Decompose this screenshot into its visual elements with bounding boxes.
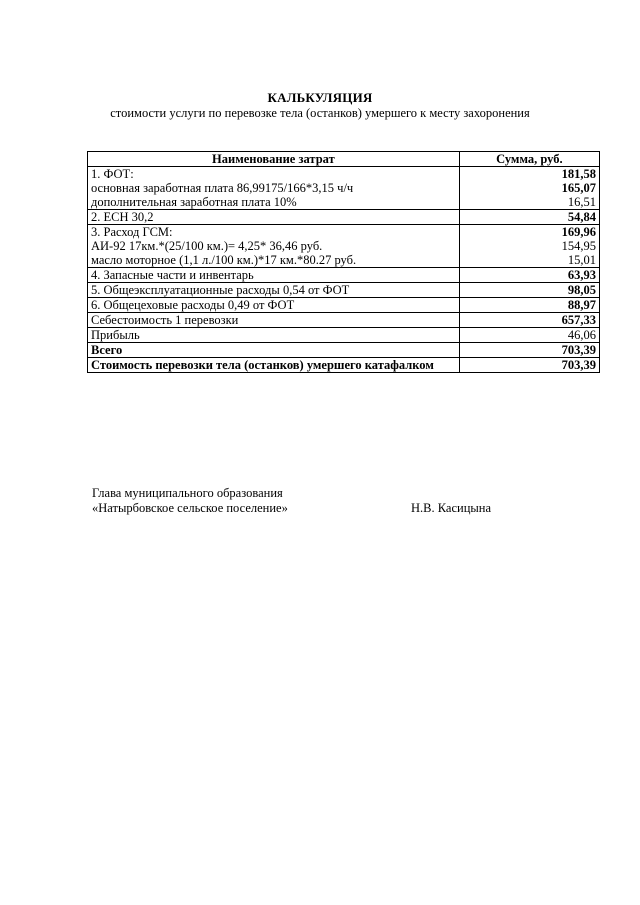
signature-position-line1: Глава муниципального образования — [92, 486, 283, 500]
row-amount: 703,39 — [459, 343, 599, 358]
signature-position-line2-row — [92, 501, 592, 516]
column-header-amount: Сумма, руб. — [459, 152, 599, 167]
document-subtitle: стоимости услуги по перевозке тела (останков) умершего к месту захоронения — [110, 106, 530, 120]
row-name: 3. Расход ГСМ: — [88, 225, 460, 240]
table-row — [88, 253, 600, 268]
row-name: 1. ФОТ: — [88, 167, 460, 182]
table-row — [88, 239, 600, 253]
table-header-row — [88, 152, 600, 167]
table-row — [88, 283, 600, 298]
row-name: Стоимость перевозки тела (останков) умершего катафалком — [88, 358, 460, 373]
row-name: Себестоимость 1 перевозки — [88, 313, 460, 328]
row-name: Прибыль — [88, 328, 460, 343]
column-header-cost-name: Наименование затрат — [88, 152, 460, 167]
row-amount: 46,06 — [459, 328, 599, 343]
row-name: 2. ЕСН 30,2 — [88, 210, 460, 225]
table-row — [88, 210, 600, 225]
row-amount: 703,39 — [459, 358, 599, 373]
row-amount: 657,33 — [459, 313, 599, 328]
table-row — [88, 167, 600, 182]
row-amount: 54,84 — [459, 210, 599, 225]
row-amount: 165,07 — [459, 181, 599, 195]
signature-name: Н.В. Касицына — [411, 501, 492, 515]
table-row-final-cost — [88, 358, 600, 373]
signature-position-line2: «Натырбовское сельское поселение» — [92, 501, 288, 515]
row-name: 6. Общецеховые расходы 0,49 от ФОТ — [88, 298, 460, 313]
table-row — [88, 298, 600, 313]
row-amount: 98,05 — [459, 283, 599, 298]
row-amount: 169,96 — [459, 225, 599, 240]
row-amount: 154,95 — [459, 239, 599, 253]
row-amount: 15,01 — [459, 253, 599, 268]
table-row — [88, 313, 600, 328]
row-name: 4. Запасные части и инвентарь — [88, 268, 460, 283]
row-amount: 181,58 — [459, 167, 599, 182]
table-row — [88, 268, 600, 283]
row-name: основная заработная плата 86,99175/166*3,15 ч/ч — [88, 181, 460, 195]
table-row — [88, 225, 600, 240]
table-row-total — [88, 343, 600, 358]
table-row — [88, 195, 600, 210]
row-name: масло моторное (1,1 л./100 км.)*17 км.*80.27 руб. — [88, 253, 460, 268]
row-name: АИ-92 17км.*(25/100 км.)= 4,25* 36,46 руб. — [88, 239, 460, 253]
row-name: дополнительная заработная плата 10% — [88, 195, 460, 210]
row-amount: 16,51 — [459, 195, 599, 210]
row-name: Всего — [88, 343, 460, 358]
table-row — [88, 181, 600, 195]
calculation-table — [87, 151, 600, 373]
row-name: 5. Общеэксплуатационные расходы 0,54 от ФОТ — [88, 283, 460, 298]
row-amount: 88,97 — [459, 298, 599, 313]
table-row — [88, 328, 600, 343]
signature-block — [92, 486, 592, 516]
row-amount: 63,93 — [459, 268, 599, 283]
document-title: КАЛЬКУЛЯЦИЯ — [267, 90, 373, 105]
